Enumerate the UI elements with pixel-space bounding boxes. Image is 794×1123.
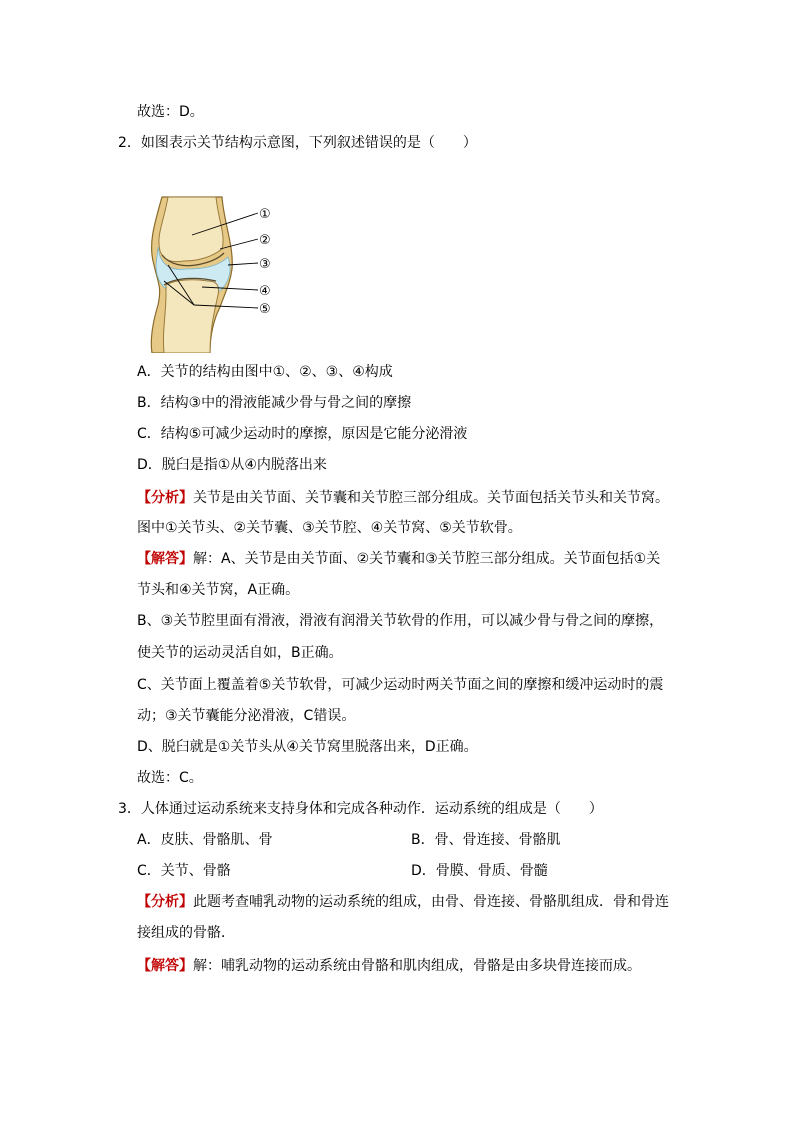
analysis-tag: 【分析】: [137, 490, 193, 506]
label-3: ③: [259, 257, 271, 272]
analysis-text: 此题考查哺乳动物的运动系统的组成，由骨、骨连接、骨骼肌组成．骨和骨连: [193, 894, 669, 910]
q2-answer: 故选：C。: [137, 770, 203, 786]
analysis-text: 关节是由关节面、关节囊和关节腔三部分组成。关节面包括关节头和关节窝。: [193, 490, 669, 506]
q2-analysis-line-2: 图中①关节头、②关节囊、③关节腔、④关节窝、⑤关节软骨。: [137, 520, 522, 536]
q2-solution-line-5: C、关节面上覆盖着⑤关节软骨，可减少运动时两关节面之间的摩擦和缓冲运动时的震: [137, 677, 664, 693]
lower-bone: [163, 280, 218, 353]
q2-option-c: C．结构⑤可减少运动时的摩擦，原因是它能分泌滑液: [137, 426, 468, 442]
solution-text: 解：哺乳动物的运动系统由骨骼和肌肉组成，骨骼是由多块骨连接而成。: [193, 958, 641, 974]
label-5: ⑤: [259, 302, 271, 317]
q3-option-c: C．关节、骨骼: [137, 863, 231, 879]
label-1: ①: [259, 207, 271, 222]
q3-analysis-line-1: [137, 892, 669, 912]
q3-solution-line-1: [137, 956, 641, 976]
q3-option-b: B．骨、骨连接、骨骼肌: [411, 832, 561, 848]
solution-tag: 【解答】: [137, 958, 193, 974]
q2-option-d: D．脱臼是指①从④内脱落出来: [137, 457, 327, 473]
solution-tag: 【解答】: [137, 551, 193, 567]
q3-analysis-line-2: 接组成的骨骼．: [137, 925, 235, 941]
question-3-stem: 3．人体通过运动系统来支持身体和完成各种动作．运动系统的组成是（ ）: [118, 801, 603, 817]
question-2-stem: 2．如图表示关节结构示意图，下列叙述错误的是（ ）: [118, 135, 477, 151]
previous-answer: 故选：D。: [137, 104, 204, 120]
q3-option-a: A．皮肤、骨骼肌、骨: [137, 832, 273, 848]
q2-solution-line-3: B、③关节腔里面有滑液，滑液有润滑关节软骨的作用，可以减少骨与骨之间的摩擦，: [137, 613, 664, 629]
upper-bone: [159, 197, 223, 262]
analysis-tag: 【分析】: [137, 894, 193, 910]
label-4: ④: [259, 284, 271, 299]
q2-analysis-line-1: [137, 488, 669, 508]
q2-solution-line-6: 动；③关节囊能分泌滑液，C错误。: [137, 708, 356, 724]
solution-text: 解：A、关节是由关节面、②关节囊和③关节腔三部分组成。关节面包括①关: [193, 551, 661, 567]
q2-option-b: B．结构③中的滑液能减少骨与骨之间的摩擦: [137, 395, 412, 411]
q2-option-a: A．关节的结构由图中①、②、③、④构成: [137, 364, 393, 380]
q2-solution-line-2: 节头和④关节窝，A正确。: [137, 582, 300, 598]
joint-structure-diagram: [140, 195, 280, 353]
label-2: ②: [259, 233, 271, 248]
q3-option-d: D．骨膜、骨质、骨髓: [411, 863, 548, 879]
q2-solution-line-1: [137, 549, 660, 569]
q2-solution-line-7: D、脱臼就是①关节头从④关节窝里脱落出来，D正确。: [137, 739, 478, 755]
q2-solution-line-4: 使关节的运动灵活自如，B正确。: [137, 645, 343, 661]
